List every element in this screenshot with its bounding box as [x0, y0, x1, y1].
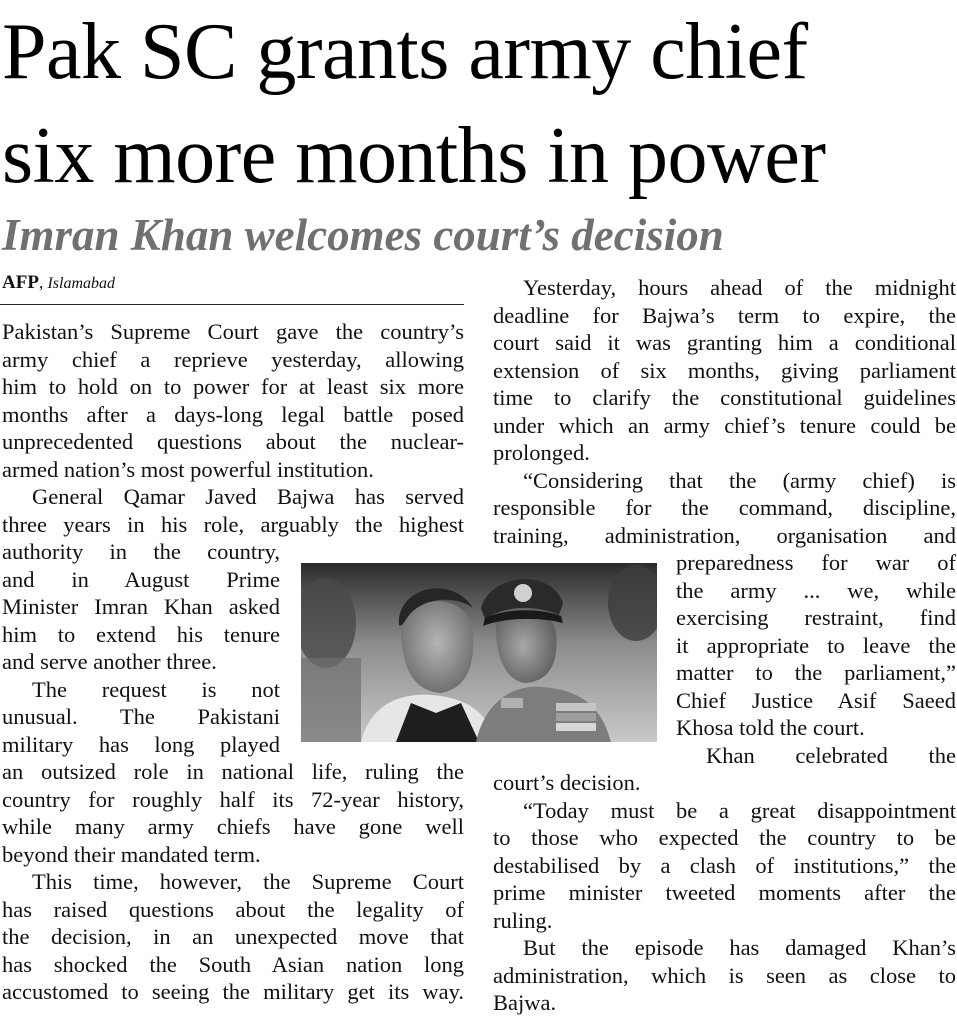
- body-line: country for roughly half its 72-year history,: [2, 786, 464, 812]
- body-line: Yesterday, hours ahead of the midnight: [523, 275, 956, 300]
- body-line: the decision, in an unexpected move that: [2, 924, 464, 949]
- body-line: has shocked the South Asian nation long: [2, 951, 464, 977]
- body-line: responsible for the command, discipline,: [493, 495, 956, 520]
- body-line: prolonged.: [493, 440, 590, 465]
- body-line: Khosa told the court.: [676, 715, 865, 740]
- body-line: and serve another three.: [2, 649, 217, 674]
- byline-separator: ,: [38, 273, 44, 292]
- body-line: Bajwa.: [493, 990, 557, 1015]
- body-line: The request is not: [32, 676, 280, 702]
- body-line: beyond their mandated term.: [2, 841, 261, 867]
- body-line: time to clarify the constitutional guidelines: [493, 385, 956, 410]
- body-line: it appropriate to leave the: [676, 632, 956, 658]
- body-line: authority in the country,: [2, 539, 280, 564]
- body-line: General Qamar Javed Bajwa has served: [32, 484, 464, 509]
- body-line: him to extend his tenure: [2, 621, 280, 647]
- body-line: Pakistan’s Supreme Court gave the country’s: [2, 319, 464, 344]
- body-line: months after a days-long legal battle posed: [2, 401, 464, 427]
- body-line: an outsized role in national life, ruling the: [2, 759, 464, 784]
- body-line: accustomed to seeing the military get its way.: [2, 979, 464, 1004]
- body-line: while many army chiefs have gone well: [2, 814, 464, 839]
- body-line: armed nation’s most powerful institution.: [2, 456, 374, 482]
- body-line: matter to the parliament,”: [676, 660, 956, 685]
- body-line: him to hold on to power for at least six more: [2, 374, 464, 399]
- body-line: under which an army chief’s tenure could be: [493, 412, 956, 438]
- body-line: administration, which is seen as close to: [493, 962, 956, 988]
- body-line: extension of six months, giving parliament: [493, 357, 956, 383]
- byline-agency: AFP: [2, 272, 39, 293]
- body-line: Chief Justice Asif Saeed: [676, 687, 956, 713]
- body-line: But the episode has damaged Khan’s: [523, 935, 956, 960]
- body-line: This time, however, the Supreme Court: [32, 869, 464, 894]
- body-line: Khan celebrated the: [706, 742, 956, 768]
- subheadline: Imran Khan welcomes court’s decision: [2, 210, 724, 260]
- body-line: army chief a reprieve yesterday, allowing: [2, 346, 464, 372]
- body-line: the army ... we, while: [676, 577, 956, 603]
- news-photo: [301, 563, 657, 742]
- body-line: court’s decision.: [493, 770, 641, 795]
- headline-line-2: six more months in power: [2, 112, 826, 200]
- body-line: has raised questions about the legality of: [2, 896, 464, 922]
- body-line: training, administration, organisation and: [493, 522, 956, 548]
- body-line: Minister Imran Khan asked: [2, 594, 280, 619]
- body-line: court said it was granting him a conditional: [493, 330, 956, 355]
- body-line: ruling.: [493, 907, 553, 933]
- body-line: exercising restraint, find: [676, 605, 956, 630]
- body-line: military has long played: [2, 731, 280, 757]
- body-line: unusual. The Pakistani: [2, 704, 280, 729]
- body-line: and in August Prime: [2, 566, 280, 592]
- body-line: prime minister tweeted moments after the: [493, 880, 956, 905]
- byline-divider: [0, 304, 464, 305]
- body-line: “Today must be a great disappointment: [523, 797, 956, 823]
- news-photo-icon: [301, 563, 657, 742]
- headline-line-1: Pak SC grants army chief: [2, 8, 808, 96]
- body-line: “Considering that the (army chief) is: [523, 467, 956, 493]
- byline-location: Islamabad: [47, 275, 115, 292]
- body-line: deadline for Bajwa’s term to expire, the: [493, 302, 956, 328]
- body-line: to those who expected the country to be: [493, 825, 956, 850]
- body-line: unprecedented questions about the nuclear-: [2, 429, 464, 454]
- byline: [2, 270, 115, 297]
- body-line: destabilised by a clash of institutions,” the: [493, 852, 956, 878]
- headline: [2, 0, 957, 208]
- body-line: preparedness for war of: [676, 550, 956, 575]
- body-line: three years in his role, arguably the highest: [2, 511, 464, 537]
